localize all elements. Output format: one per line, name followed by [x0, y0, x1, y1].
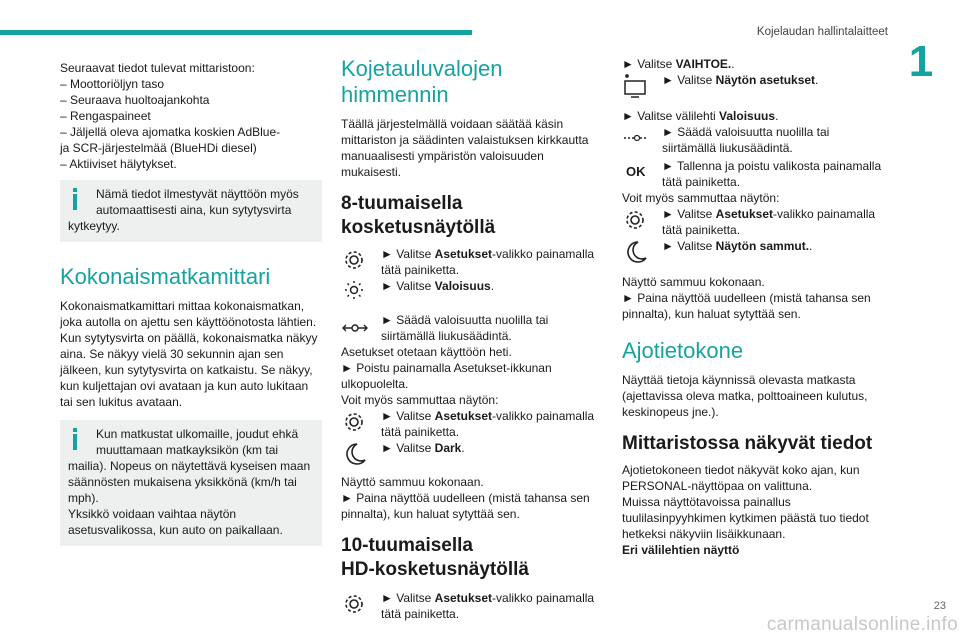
- slider-icon: [341, 312, 369, 340]
- body-line: ► Valitse VAIHTOE..: [622, 57, 735, 71]
- bold-subtitle: Eri välilehtien näyttö: [622, 543, 740, 557]
- step-adjust-slider: ► Säädä valoisuutta nuolilla tai siirtämällä liukusäädintä.: [341, 312, 599, 344]
- gear-icon: [341, 590, 369, 618]
- list-item: – Seuraava huoltoajankohta: [60, 93, 210, 107]
- subsection-heading: Mittaristossa näkyvät tiedot: [622, 433, 873, 454]
- info-icon: [68, 428, 82, 450]
- list-item: ja SCR-järjestelmää (BlueHDi diesel): [60, 141, 257, 155]
- note-line: Nämä tiedot ilmestyvät näyttöön myös: [96, 187, 299, 201]
- slider-dots-icon: [622, 124, 650, 152]
- body-line: kun kuljettajan ovi avataan ja kun auto lukitaan: [60, 379, 309, 393]
- body-line: Näyttö sammuu kokonaan.: [622, 275, 765, 289]
- body-line: mittariston ja säädinten valaistuksen kirkkautta: [341, 133, 589, 147]
- body-line: Täällä järjestelmällä voidaan säätää käsin: [341, 117, 564, 131]
- display-brightness-icon: [622, 72, 650, 100]
- note-line: Kun matkustat ulkomaille, joudut ehkä: [96, 427, 299, 441]
- list-item: – Aktiiviset hälytykset.: [60, 157, 177, 171]
- body-line: Näyttää tietoja käynnissä olevasta matkasta: [622, 373, 856, 387]
- note-line: muuttamaan matkayksikön (km tai: [96, 443, 279, 457]
- column-1: [60, 60, 322, 546]
- body-line: mukaisesti.: [341, 165, 402, 179]
- subsection-heading: 8-tuumaisella kosketusnäytöllä: [341, 193, 496, 238]
- note-line: mailia). Nopeus on näytettävä kyseisen maan: [68, 459, 311, 473]
- gear-icon: [341, 246, 369, 274]
- info-icon: [68, 188, 82, 210]
- step-settings: ► Valitse Asetukset-valikko painamalla tätä painiketta.: [622, 206, 888, 238]
- body-line: Voit myös sammuttaa näytön:: [341, 393, 499, 407]
- section-heading: Kokonaismatkamittari: [60, 264, 271, 289]
- body-line: keskinopeus jne.).: [622, 405, 719, 419]
- body-line: ► Poistu painamalla Asetukset-ikkunan: [341, 361, 552, 375]
- list-item: – Moottoriöljyn taso: [60, 77, 165, 91]
- note-line: mph).: [68, 491, 99, 505]
- body-line: Kokonaismatkamittari mittaa kokonaismatkan,: [60, 299, 305, 313]
- watermark: carmanualsonline.info: [766, 614, 958, 635]
- step-display-off: ► Valitse Näytön sammut..: [622, 238, 888, 274]
- page-number: 23: [933, 600, 946, 612]
- list-item: – Rengaspaineet: [60, 109, 151, 123]
- gear-icon: [622, 206, 650, 234]
- note-line: asetusvalikossa, kun auto on paikallaan.: [68, 523, 283, 537]
- body-line: manuaalisesti ympäristön valoisuuden: [341, 149, 544, 163]
- body-line: Asetukset otetaan käyttöön heti.: [341, 345, 512, 359]
- section-heading: Ajotietokone: [622, 338, 744, 363]
- body-line: ulkopuolelta.: [341, 377, 409, 391]
- body-line: ► Valitse välilehti Valoisuus.: [622, 109, 779, 123]
- body-line: Voit myös sammuttaa näytön:: [622, 191, 780, 205]
- note-line: säännösten mukaisena yksikkönä (km/h tai: [68, 475, 297, 489]
- intro-text: Seuraavat tiedot tulevat mittaristoon:: [60, 61, 255, 75]
- body-line: ► Paina näyttöä uudelleen (mistä tahansa sen: [341, 491, 590, 505]
- step-settings: ► Valitse Asetukset-valikko painamalla tätä painiketta.: [341, 246, 599, 278]
- body-line: aina. Se näkyy vielä 30 sekunnin ajan sen: [60, 347, 284, 361]
- moon-icon: [341, 440, 369, 468]
- body-line: Muissa näyttötavoissa painallus: [622, 495, 791, 509]
- step-brightness: ► Valitse Valoisuus.: [341, 278, 599, 312]
- column-3: [622, 56, 888, 558]
- body-line: joka autolla on ajettu sen käyttöönotosta lähtien.: [60, 315, 317, 329]
- subsection-heading: 10-tuumaisella HD-kosketusnäytöllä: [341, 535, 529, 580]
- step-display-settings: ► Valitse Näytön asetukset.: [622, 72, 888, 108]
- body-line: pinnalta), kun haluat sytyttää sen.: [341, 507, 520, 521]
- body-line: jälkeen, kun sytytysvirta on katkaistu. Se näkyy,: [60, 363, 313, 377]
- chapter-title: Kojelaudan hallintalaitteet: [756, 26, 888, 38]
- note-line: automaattisesti aina, kun sytytysvirta: [96, 203, 292, 217]
- step-settings-3: ► Valitse Asetukset-valikko painamalla tätä painiketta.: [341, 590, 599, 622]
- chapter-number: 1: [908, 37, 934, 86]
- info-note: [60, 180, 322, 242]
- body-line: Näyttö sammuu kokonaan.: [341, 475, 484, 489]
- section-heading: Kojetauluvalojen himmennin: [341, 56, 503, 107]
- body-line: hetkeksi näkyviin lisäikkunaan.: [622, 527, 786, 541]
- brightness-icon: [341, 278, 369, 306]
- header-accent-bar: [0, 30, 472, 35]
- info-note: [60, 420, 322, 546]
- moon-icon: [622, 238, 650, 266]
- body-line: PERSONAL-näyttöpaa on valittuna.: [622, 479, 813, 493]
- body-line: pinnalta), kun haluat sytyttää sen.: [622, 307, 801, 321]
- body-line: (ajettavissa oleva matka, polttoaineen kulutus,: [622, 389, 868, 403]
- step-settings-2: ► Valitse Asetukset-valikko painamalla tätä painiketta.: [341, 408, 599, 440]
- list-item: – Jäljellä oleva ajomatka koskien AdBlue-: [60, 125, 281, 139]
- column-2: [341, 56, 599, 622]
- gear-icon: [341, 408, 369, 436]
- step-ok: OK ► Tallenna ja poistu valikosta painamalla tätä painiketta.: [622, 158, 888, 190]
- body-line: ► Paina näyttöä uudelleen (mistä tahansa sen: [622, 291, 871, 305]
- step-adjust-slider: ► Säädä valoisuutta nuolilla tai siirtämällä liukusäädintä.: [622, 124, 888, 158]
- step-dark: ► Valitse Dark.: [341, 440, 599, 474]
- ok-button-icon: OK: [626, 164, 646, 179]
- body-line: Kun sytytysvirta on päällä, kokonaismatka näkyy: [60, 331, 318, 345]
- body-line: tuulilasinpyyhkimen kytkimen päästä tuo tiedot: [622, 511, 869, 525]
- note-line: Yksikkö voidaan vaihtaa näytön: [68, 507, 237, 521]
- body-line: Ajotietokoneen tiedot näkyvät koko ajan, kun: [622, 463, 860, 477]
- body-line: tai sen lukitus avataan.: [60, 395, 183, 409]
- note-line: kytkeytyy.: [68, 219, 120, 233]
